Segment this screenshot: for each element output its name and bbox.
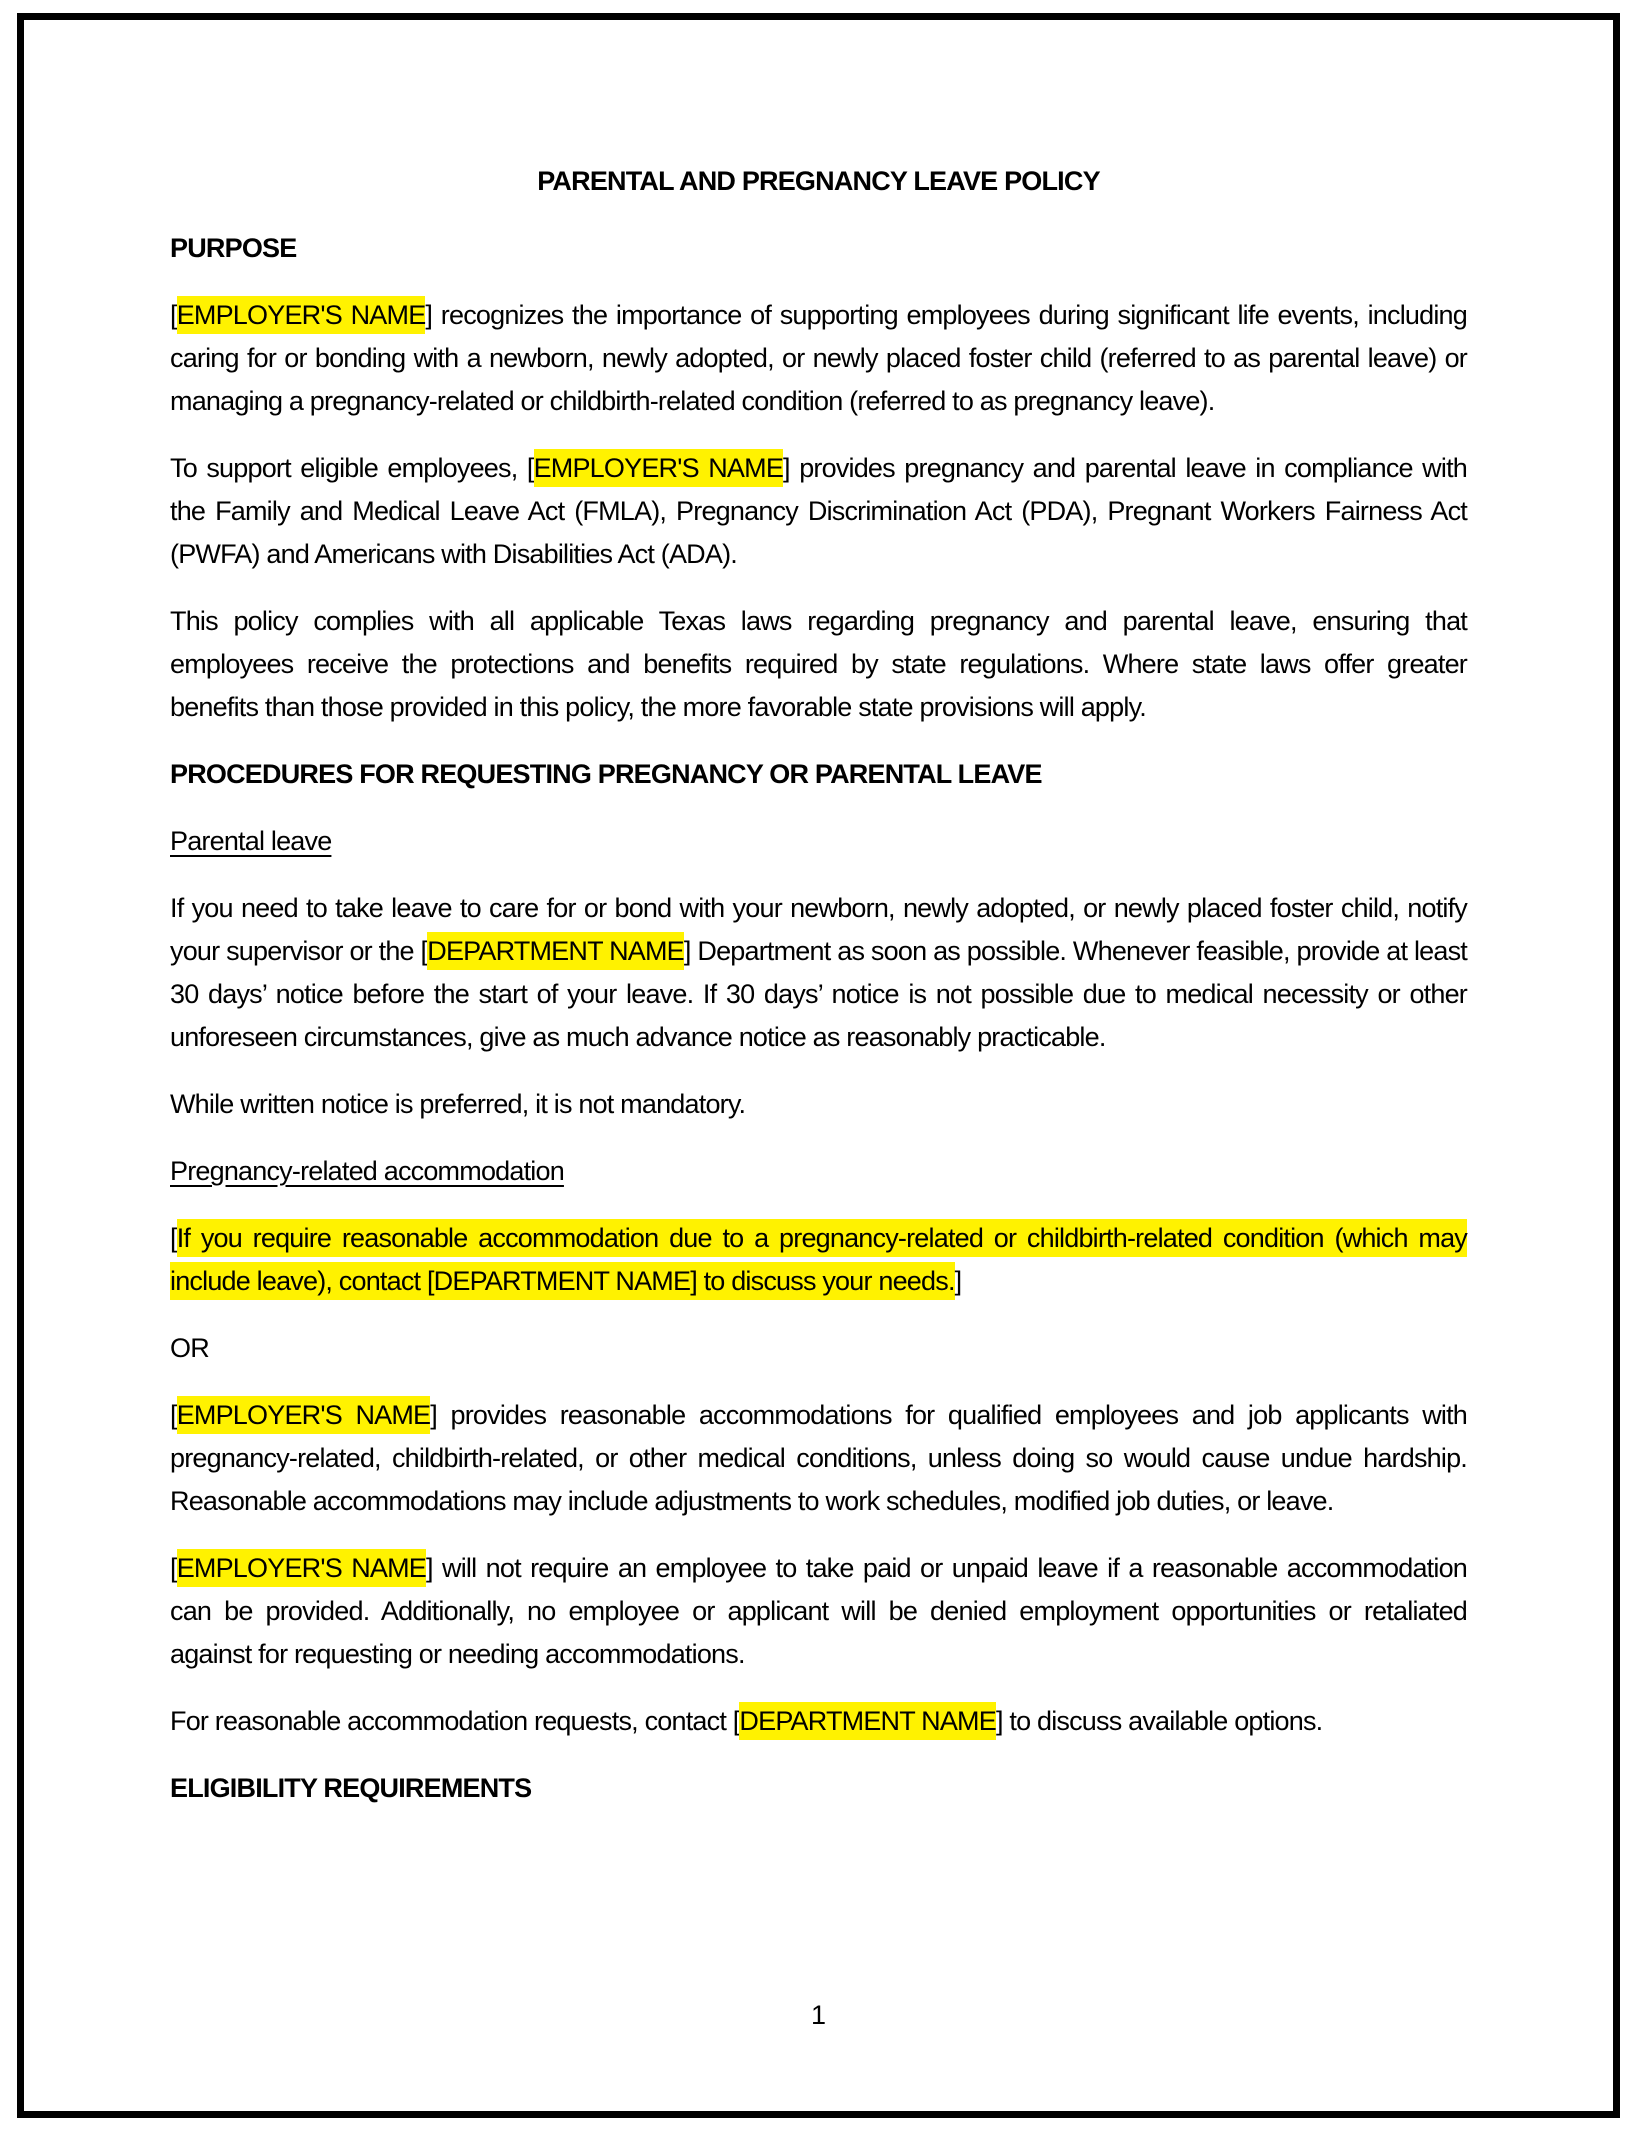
paragraph-written-notice: While written notice is preferred, it is not mandatory. [170, 1089, 746, 1119]
paragraph-accommodation-contact [170, 1700, 1467, 1743]
highlighted-placeholder-employer: EMPLOYER'S NAME [177, 1549, 426, 1587]
text-run: For reasonable accommodation requests, contact [ [170, 1706, 740, 1736]
highlighted-placeholder-employer: EMPLOYER'S NAME [534, 449, 783, 487]
paragraph-purpose-3: This policy complies with all applicable Texas laws regarding pregnancy and parental leave, ensuring that employees receive the protections and benefits required by state regulations. Where state laws offer greater benefits than those provided in this policy, the more favorable state provisions will apply. [170, 606, 1467, 722]
highlighted-placeholder-department: DEPARTMENT NAME [427, 932, 684, 970]
paragraph-parental-notice [170, 887, 1467, 1059]
heading-eligibility: ELIGIBILITY REQUIREMENTS [170, 1773, 532, 1803]
text-run: [ [170, 300, 177, 330]
paragraph-accommodations-1 [170, 1394, 1467, 1523]
text-run: ] will not require an employee to take paid or unpaid leave if a reasonable accommodation can be provided. Additionally, no employee or applicant will be denied employment opportunities or retaliated against for requesting or needing accommodations. [170, 1553, 1468, 1669]
text-run: ] recognizes the importance of supporting employees during significant life events, including caring for or bonding with a newborn, newly adopted, or newly placed foster child (referred to as parental leave) or managing a pregnancy-related or childbirth-related condition (referred to as pregnancy leave). [170, 300, 1467, 416]
text-run: [ [170, 1400, 177, 1430]
subheading-parental-leave: Parental leave [170, 826, 332, 856]
paragraph-accommodations-2 [170, 1547, 1467, 1676]
text-run: ] [954, 1266, 962, 1296]
highlighted-placeholder-employer: EMPLOYER'S NAME [177, 296, 426, 334]
text-run: ] provides reasonable accommodations for qualified employees and job applicants with pregnancy-related, childbirth-related, or other medical conditions, unless doing so would cause undue hardship. Reasonable accommodations may include adjustments to work schedules, modified job duties, or leave. [170, 1400, 1468, 1516]
paragraph-accommodation-highlighted [170, 1217, 1467, 1303]
text-run: If you need to take leave to care for or bond with your newborn, newly adopted, or newly placed foster child, notify your supervisor or the [ [170, 893, 1467, 966]
document-title: PARENTAL AND PREGNANCY LEAVE POLICY [537, 166, 1100, 196]
paragraph-or-separator: OR [170, 1333, 209, 1363]
heading-purpose: PURPOSE [170, 233, 297, 263]
text-run: [ [170, 1223, 177, 1253]
text-run: To support eligible employees, [ [170, 453, 534, 483]
heading-procedures: PROCEDURES FOR REQUESTING PREGNANCY OR PARENTAL LEAVE [170, 759, 1042, 789]
text-run: ] to discuss available options. [995, 1706, 1323, 1736]
text-run: ] provides pregnancy and parental leave in compliance with the Family and Medical Leave Act (FMLA), Pregnancy Discrimination Act (PDA), Pregnant Workers Fairness Act (PWFA) and Americans with Disabilities Act (ADA). [170, 453, 1467, 569]
paragraph-purpose-1 [170, 294, 1467, 423]
highlighted-placeholder-department: DEPARTMENT NAME [739, 1702, 996, 1740]
highlighted-accommodation-clause: If you require reasonable accommodation due to a pregnancy-related or childbirth-related condition (which may include leave), contact [DEPARTMENT NAME] to discuss your needs. [170, 1219, 1467, 1300]
subheading-pregnancy-accommodation: Pregnancy-related accommodation [170, 1156, 564, 1186]
text-run: [ [170, 1553, 177, 1583]
highlighted-placeholder-employer: EMPLOYER'S NAME [177, 1396, 431, 1434]
document-body [170, 160, 1467, 1834]
text-run: ] Department as soon as possible. Whenever feasible, provide at least 30 days’ notice before the start of your leave. If 30 days’ notice is not possible due to medical necessity or other unforeseen circumstances, give as much advance notice as reasonably practicable. [170, 936, 1467, 1052]
paragraph-purpose-2 [170, 447, 1467, 576]
page-number: 1 [810, 2000, 827, 2030]
